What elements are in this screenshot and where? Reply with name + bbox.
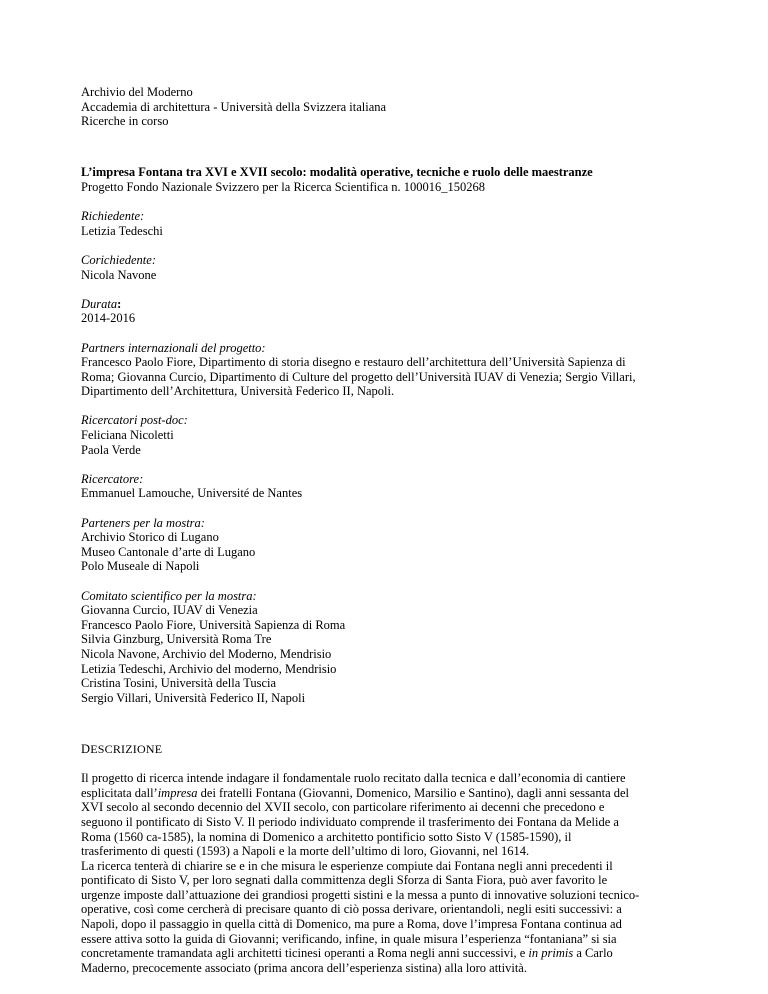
paragraph-line: pontificato di Sisto V, per loro segnati dalla committenza degli Sforza di Santa Fiora, può aver favorito le	[81, 873, 608, 888]
field-value: Emmanuel Lamouche, Université de Nantes	[81, 486, 303, 501]
paragraph-line: seguono il pontificato di Sisto V. Il periodo individuato comprende il trasferimento dei Fontana da Melide a	[81, 814, 619, 829]
paragraph-line: Napoli, dopo il passaggio in quella città di Domenico, ma pure a Roma, dove l’impresa Fontana continua ad	[81, 917, 622, 932]
field-label: Partners internazionali del progetto:	[81, 340, 266, 355]
durata-label-line	[81, 297, 691, 312]
header-line: Accademia di architettura - Università della Svizzera italiana	[81, 99, 387, 114]
richiedente-section	[81, 209, 691, 238]
partner-item: Archivio Storico di Lugano	[81, 530, 219, 545]
partners-line: Roma; Giovanna Curcio, Dipartimento di Culture del progetto dell’Università IUAV di Venezia; Sergio Villari,	[81, 369, 636, 384]
paragraph-line: XVI secolo al secondo decennio del XVII secolo, con particolare riferimento ai decenni che precedono e	[81, 800, 605, 815]
partners-line: Dipartimento dell’Architettura, Università Federico II, Napoli.	[81, 384, 395, 399]
paragraph-line: essere attiva sotto la guida di Giovanni; verificando, infine, in quale misura l’esperienza “fontaniana” si sia	[81, 931, 617, 946]
field-label: Durata	[81, 296, 118, 311]
partner-item: Polo Museale di Napoli	[81, 559, 200, 574]
field-value: Letizia Tedeschi	[81, 223, 163, 238]
partners-section	[81, 341, 691, 399]
paragraph-line: trasferimento di questi (1593) a Napoli e la morte dell’ultimo di loro, Giovanni, nel 1614.	[81, 844, 530, 859]
paragraph-line: esplicitata dall’impresa dei fratelli Fontana (Giovanni, Domenico, Marsilio e Santino), dagli anni sessanta del	[81, 785, 630, 800]
field-label: Richiedente:	[81, 209, 145, 224]
comitato-section	[81, 589, 691, 706]
field-label: Parteners per la mostra:	[81, 515, 205, 530]
field-label: Ricercatore:	[81, 471, 144, 486]
paragraph-line: Roma (1560 ca-1585), la nomina di Domenico a architetto pontificio sotto Sisto V (1585-1590), il	[81, 829, 572, 844]
paragraph-line: Maderno, precocemente associato (prima ancora dell’esperienza sistina) alla loro attività.	[81, 960, 527, 975]
parteners-mostra-section	[81, 516, 691, 574]
header-line: Ricerche in corso	[81, 114, 169, 129]
comitato-member: Silvia Ginzburg, Università Roma Tre	[81, 632, 272, 647]
comitato-member: Nicola Navone, Archivio del Moderno, Mendrisio	[81, 646, 332, 661]
paragraph-line: La ricerca tenterà di chiarire se e in che misura le esperienze compiute dai Fontana negli anni precedenti il	[81, 858, 613, 873]
comitato-member: Giovanna Curcio, IUAV di Venezia	[81, 603, 258, 618]
header-line: Archivio del Moderno	[81, 85, 193, 99]
comitato-member: Cristina Tosini, Università della Tuscia	[81, 676, 277, 691]
postdoc-name: Feliciana Nicoletti	[81, 428, 174, 443]
field-colon: :	[117, 296, 122, 311]
paragraph-line: concretamente tramandata agli architetti ticinesi operanti a Roma negli anni successivi, e in primis a Carlo	[81, 946, 613, 961]
durata-section	[81, 297, 691, 326]
corichiedente-section	[81, 253, 691, 282]
postdoc-name: Paola Verde	[81, 442, 141, 457]
comitato-member: Letizia Tedeschi, Archivio del moderno, Mendrisio	[81, 661, 337, 676]
comitato-member: Francesco Paolo Fiore, Università Sapienza di Roma	[81, 617, 346, 632]
paragraph-line: urgenze imposte dall’attuazione dei grandiosi progetti sistini e la messa a punto di innovative soluzioni tecnico-	[81, 887, 640, 902]
project-title: L’impresa Fontana tra XVI e XVII secolo: modalità operative, tecniche e ruolo delle maestranze	[81, 165, 593, 180]
postdoc-section	[81, 413, 691, 457]
ricercatore-section	[81, 472, 691, 501]
project-title-block	[81, 165, 691, 194]
descrizione-body	[81, 771, 691, 975]
project-subtitle: Progetto Fondo Nazionale Svizzero per la Ricerca Scientifica n. 100016_150268	[81, 179, 486, 194]
paragraph-line: operative, così come cercherà di precisare quanto di ciò possa derivare, orientandoli, negli esiti successivi: a	[81, 902, 622, 917]
field-value: Nicola Navone	[81, 267, 157, 282]
partner-item: Museo Cantonale d’arte di Lugano	[81, 544, 256, 559]
field-value: 2014-2016	[81, 311, 136, 326]
descrizione-heading: DESCRIZIONE	[81, 741, 163, 756]
field-label: Ricercatori post-doc:	[81, 413, 188, 428]
paragraph-line: Il progetto di ricerca intende indagare il fondamentale ruolo recitato dalla tecnica e dall’economia di cantiere	[81, 771, 626, 786]
comitato-member: Sergio Villari, Università Federico II, Napoli	[81, 690, 306, 705]
field-label: Corichiedente:	[81, 252, 156, 267]
partners-line: Francesco Paolo Fiore, Dipartimento di storia disegno e restauro dell’architettura dell’Università Sapienza di	[81, 355, 626, 370]
field-label: Comitato scientifico per la mostra:	[81, 588, 257, 603]
document-page	[81, 85, 691, 975]
institution-header	[81, 85, 691, 129]
